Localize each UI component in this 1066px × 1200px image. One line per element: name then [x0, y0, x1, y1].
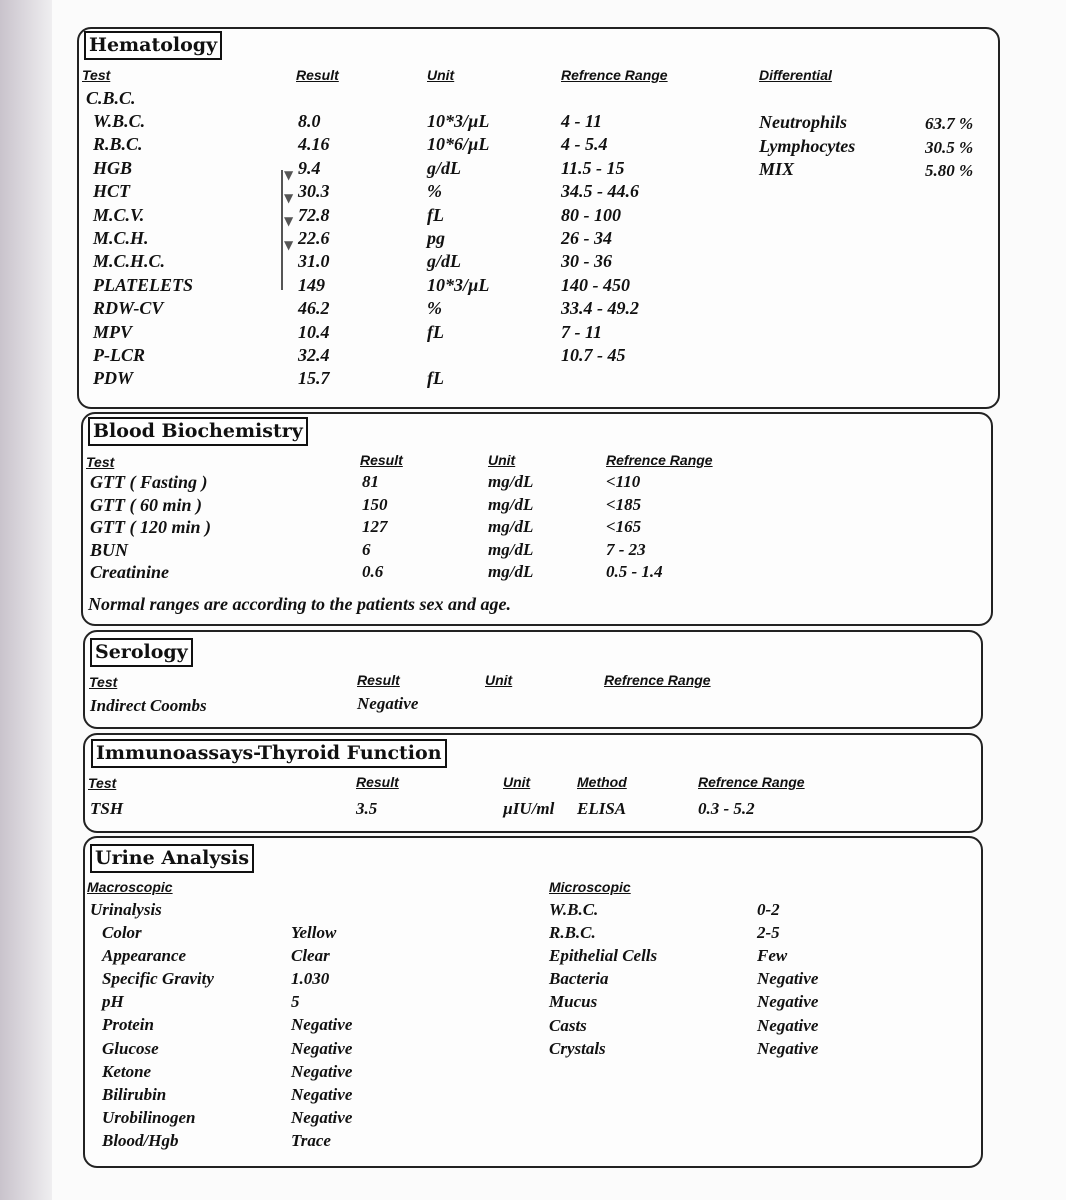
urine-macro-test: Appearance: [102, 946, 187, 966]
differential-value: 63.7 %: [925, 114, 974, 133]
down-arrow-icon: ▼: [284, 191, 294, 205]
hema-test-name: M.C.H.C.: [93, 251, 166, 272]
handwritten-bracket: [281, 170, 283, 290]
urine-macro-test: Specific Gravity: [102, 969, 214, 989]
urine-macro-result: Yellow: [291, 923, 337, 942]
hema-result: 22.6: [298, 228, 330, 248]
hema-unit: %: [427, 181, 442, 202]
urine-micro-result: Negative: [757, 969, 819, 989]
hema-result: 72.8: [298, 204, 330, 225]
urine-macro-result: 1.030: [291, 969, 330, 989]
hema-unit: fL: [427, 368, 444, 389]
serology-header-result: Result: [357, 672, 400, 688]
hema-range: 30 - 36: [561, 251, 612, 272]
differential-name: Lymphocytes: [759, 135, 856, 156]
serology-panel: [83, 630, 983, 729]
hema-test-name: PDW: [93, 368, 133, 389]
urine-micro-result: 2-5: [757, 923, 780, 943]
hema-unit: 10*3/µL: [427, 111, 490, 131]
biochem-range: 7 - 23: [606, 539, 646, 559]
urine-micro-test: W.B.C.: [549, 900, 599, 919]
differential-name: MIX: [759, 159, 795, 179]
biochem-range: <165: [606, 517, 642, 536]
hema-result: 31.0: [298, 251, 330, 272]
hematology-header-unit: Unit: [427, 67, 455, 83]
urine-macro-header: Macroscopic: [87, 879, 173, 895]
serology-header-range: Refrence Range: [604, 672, 711, 688]
hema-range: 4 - 5.4: [561, 134, 608, 155]
urine-micro-test: Epithelial Cells: [549, 946, 658, 966]
serology-header-unit: Unit: [485, 672, 513, 688]
urine-micro-result: Negative: [757, 992, 819, 1012]
biochem-unit: mg/dL: [488, 494, 534, 514]
thyroid-test: TSH: [90, 799, 124, 818]
differential-value: 5.80 %: [925, 161, 974, 180]
hema-result: 9.4: [298, 157, 321, 178]
urine-micro-test: R.B.C.: [549, 923, 596, 943]
biochem-header-test: Test: [86, 454, 115, 470]
urine-micro-header: Microscopic: [549, 879, 631, 895]
hema-unit: %: [427, 298, 442, 319]
hema-test-name: MPV: [93, 321, 133, 342]
biochem-range: 0.5 - 1.4: [606, 562, 663, 581]
urine-macro-test: Bilirubin: [102, 1084, 167, 1104]
hema-range: 10.7 - 45: [561, 345, 626, 365]
hema-result: 149: [298, 274, 325, 295]
thyroid-header-range: Refrence Range: [698, 774, 805, 790]
hema-test-name: HGB: [93, 157, 133, 178]
thyroid-header-result: Result: [356, 774, 399, 790]
hema-range: 7 - 11: [561, 321, 603, 342]
hema-test-name: W.B.C.: [93, 111, 146, 131]
biochem-test-name: GTT ( Fasting ): [90, 472, 208, 492]
urine-micro-test: Crystals: [549, 1038, 606, 1058]
thyroid-method: ELISA: [577, 799, 627, 818]
hema-unit: g/dL: [427, 157, 461, 178]
thyroid-header-unit: Unit: [503, 774, 531, 790]
hema-result: 32.4: [298, 345, 330, 365]
urine-macro-result: Trace: [291, 1130, 331, 1150]
hema-unit: 10*3/µL: [427, 274, 490, 295]
hema-range: 80 - 100: [561, 204, 621, 225]
biochemistry-title: Blood Biochemistry: [88, 417, 308, 446]
urine-macro-test: Glucose: [102, 1038, 159, 1058]
urinalysis-group-label: Urinalysis: [90, 900, 162, 919]
thyroid-range: 0.3 - 5.2: [698, 799, 755, 818]
hema-result: 30.3: [298, 181, 330, 202]
hema-unit: g/dL: [427, 251, 461, 272]
down-arrow-icon: ▼: [284, 238, 294, 252]
biochem-test-name: GTT ( 120 min ): [90, 517, 211, 537]
biochem-result: 81: [362, 472, 379, 491]
urine-macro-result: Negative: [291, 1061, 353, 1081]
differential-name: Neutrophils: [759, 112, 848, 132]
urine-panel: [83, 836, 983, 1168]
biochem-range: <185: [606, 494, 642, 514]
thyroid-header-method: Method: [577, 774, 627, 790]
biochem-test-name: Creatinine: [90, 562, 170, 582]
hematology-header-differential: Differential: [759, 67, 832, 83]
urine-macro-result: 5: [291, 992, 300, 1012]
urine-macro-test: Urobilinogen: [102, 1107, 196, 1127]
urine-macro-test: Blood/Hgb: [102, 1130, 179, 1150]
biochem-result: 127: [362, 517, 388, 536]
page-edge-shadow: [0, 0, 52, 1200]
biochem-range: <110: [606, 472, 641, 491]
serology-result: Negative: [357, 694, 419, 713]
urine-title: Urine Analysis: [90, 844, 254, 873]
hema-test-name: HCT: [93, 181, 131, 202]
urine-macro-result: Negative: [291, 1038, 353, 1058]
hema-unit: fL: [427, 204, 444, 225]
biochem-unit: mg/dL: [488, 517, 534, 536]
hema-range: 33.4 - 49.2: [561, 298, 639, 319]
cbc-group-label: C.B.C.: [86, 88, 136, 108]
hema-test-name: PLATELETS: [93, 274, 194, 295]
down-arrow-icon: ▼: [284, 214, 294, 228]
hematology-header-range: Refrence Range: [561, 67, 668, 83]
serology-header-test: Test: [89, 674, 118, 690]
hema-unit: pg: [427, 228, 445, 248]
urine-micro-result: Negative: [757, 1015, 819, 1035]
serology-title: Serology: [90, 638, 193, 667]
urine-macro-test: Ketone: [102, 1061, 152, 1081]
hema-test-name: P-LCR: [93, 345, 145, 365]
hema-test-name: R.B.C.: [93, 134, 143, 155]
hematology-header-result: Result: [296, 67, 339, 83]
biochem-note: Normal ranges are according to the patients sex and age.: [88, 594, 512, 614]
serology-test: Indirect Coombs: [90, 696, 207, 715]
biochem-header-result: Result: [360, 452, 403, 468]
biochem-header-range: Refrence Range: [606, 452, 713, 468]
hema-unit: 10*6/µL: [427, 134, 490, 155]
urine-macro-test: pH: [102, 992, 124, 1012]
biochem-unit: mg/dL: [488, 539, 534, 559]
down-arrow-icon: ▼: [284, 168, 294, 182]
urine-macro-result: Clear: [291, 946, 330, 966]
hema-result: 10.4: [298, 321, 330, 342]
biochem-header-unit: Unit: [488, 452, 516, 468]
biochem-result: 6: [362, 539, 371, 559]
thyroid-title: Immunoassays-Thyroid Function: [91, 739, 447, 768]
thyroid-unit: µIU/ml: [503, 799, 555, 818]
hematology-header-test: Test: [82, 67, 111, 83]
hema-range: 11.5 - 15: [561, 157, 625, 178]
biochem-result: 150: [362, 494, 388, 514]
urine-micro-test: Casts: [549, 1015, 587, 1035]
hema-test-name: M.C.H.: [93, 228, 149, 248]
urine-macro-test: Color: [102, 923, 142, 942]
differential-value: 30.5 %: [925, 137, 974, 157]
thyroid-header-test: Test: [88, 775, 117, 791]
urine-micro-result: Few: [757, 946, 788, 966]
hema-result: 15.7: [298, 368, 330, 389]
biochem-unit: mg/dL: [488, 472, 534, 491]
hema-range: 4 - 11: [561, 111, 603, 131]
biochem-result: 0.6: [362, 562, 384, 581]
urine-micro-result: Negative: [757, 1038, 819, 1058]
urine-micro-result: 0-2: [757, 900, 780, 919]
urine-macro-result: Negative: [291, 1084, 353, 1104]
biochem-test-name: GTT ( 60 min ): [90, 494, 202, 515]
urine-micro-test: Bacteria: [549, 969, 609, 989]
hema-range: 34.5 - 44.6: [561, 181, 639, 202]
hema-test-name: M.C.V.: [93, 204, 145, 225]
urine-macro-result: Negative: [291, 1107, 353, 1127]
thyroid-result: 3.5: [356, 799, 378, 818]
hema-result: 8.0: [298, 111, 321, 131]
biochem-test-name: BUN: [90, 539, 129, 560]
hema-test-name: RDW-CV: [93, 298, 164, 319]
urine-macro-test: Protein: [102, 1015, 154, 1035]
hema-range: 26 - 34: [561, 228, 612, 248]
hema-range: 140 - 450: [561, 274, 630, 295]
hema-result: 4.16: [298, 134, 330, 155]
hematology-title: Hematology: [84, 31, 222, 60]
urine-micro-test: Mucus: [549, 992, 598, 1012]
hema-result: 46.2: [298, 298, 330, 319]
hematology-panel: [77, 27, 1000, 409]
biochem-unit: mg/dL: [488, 562, 534, 581]
hema-unit: fL: [427, 321, 444, 342]
urine-macro-result: Negative: [291, 1015, 353, 1035]
